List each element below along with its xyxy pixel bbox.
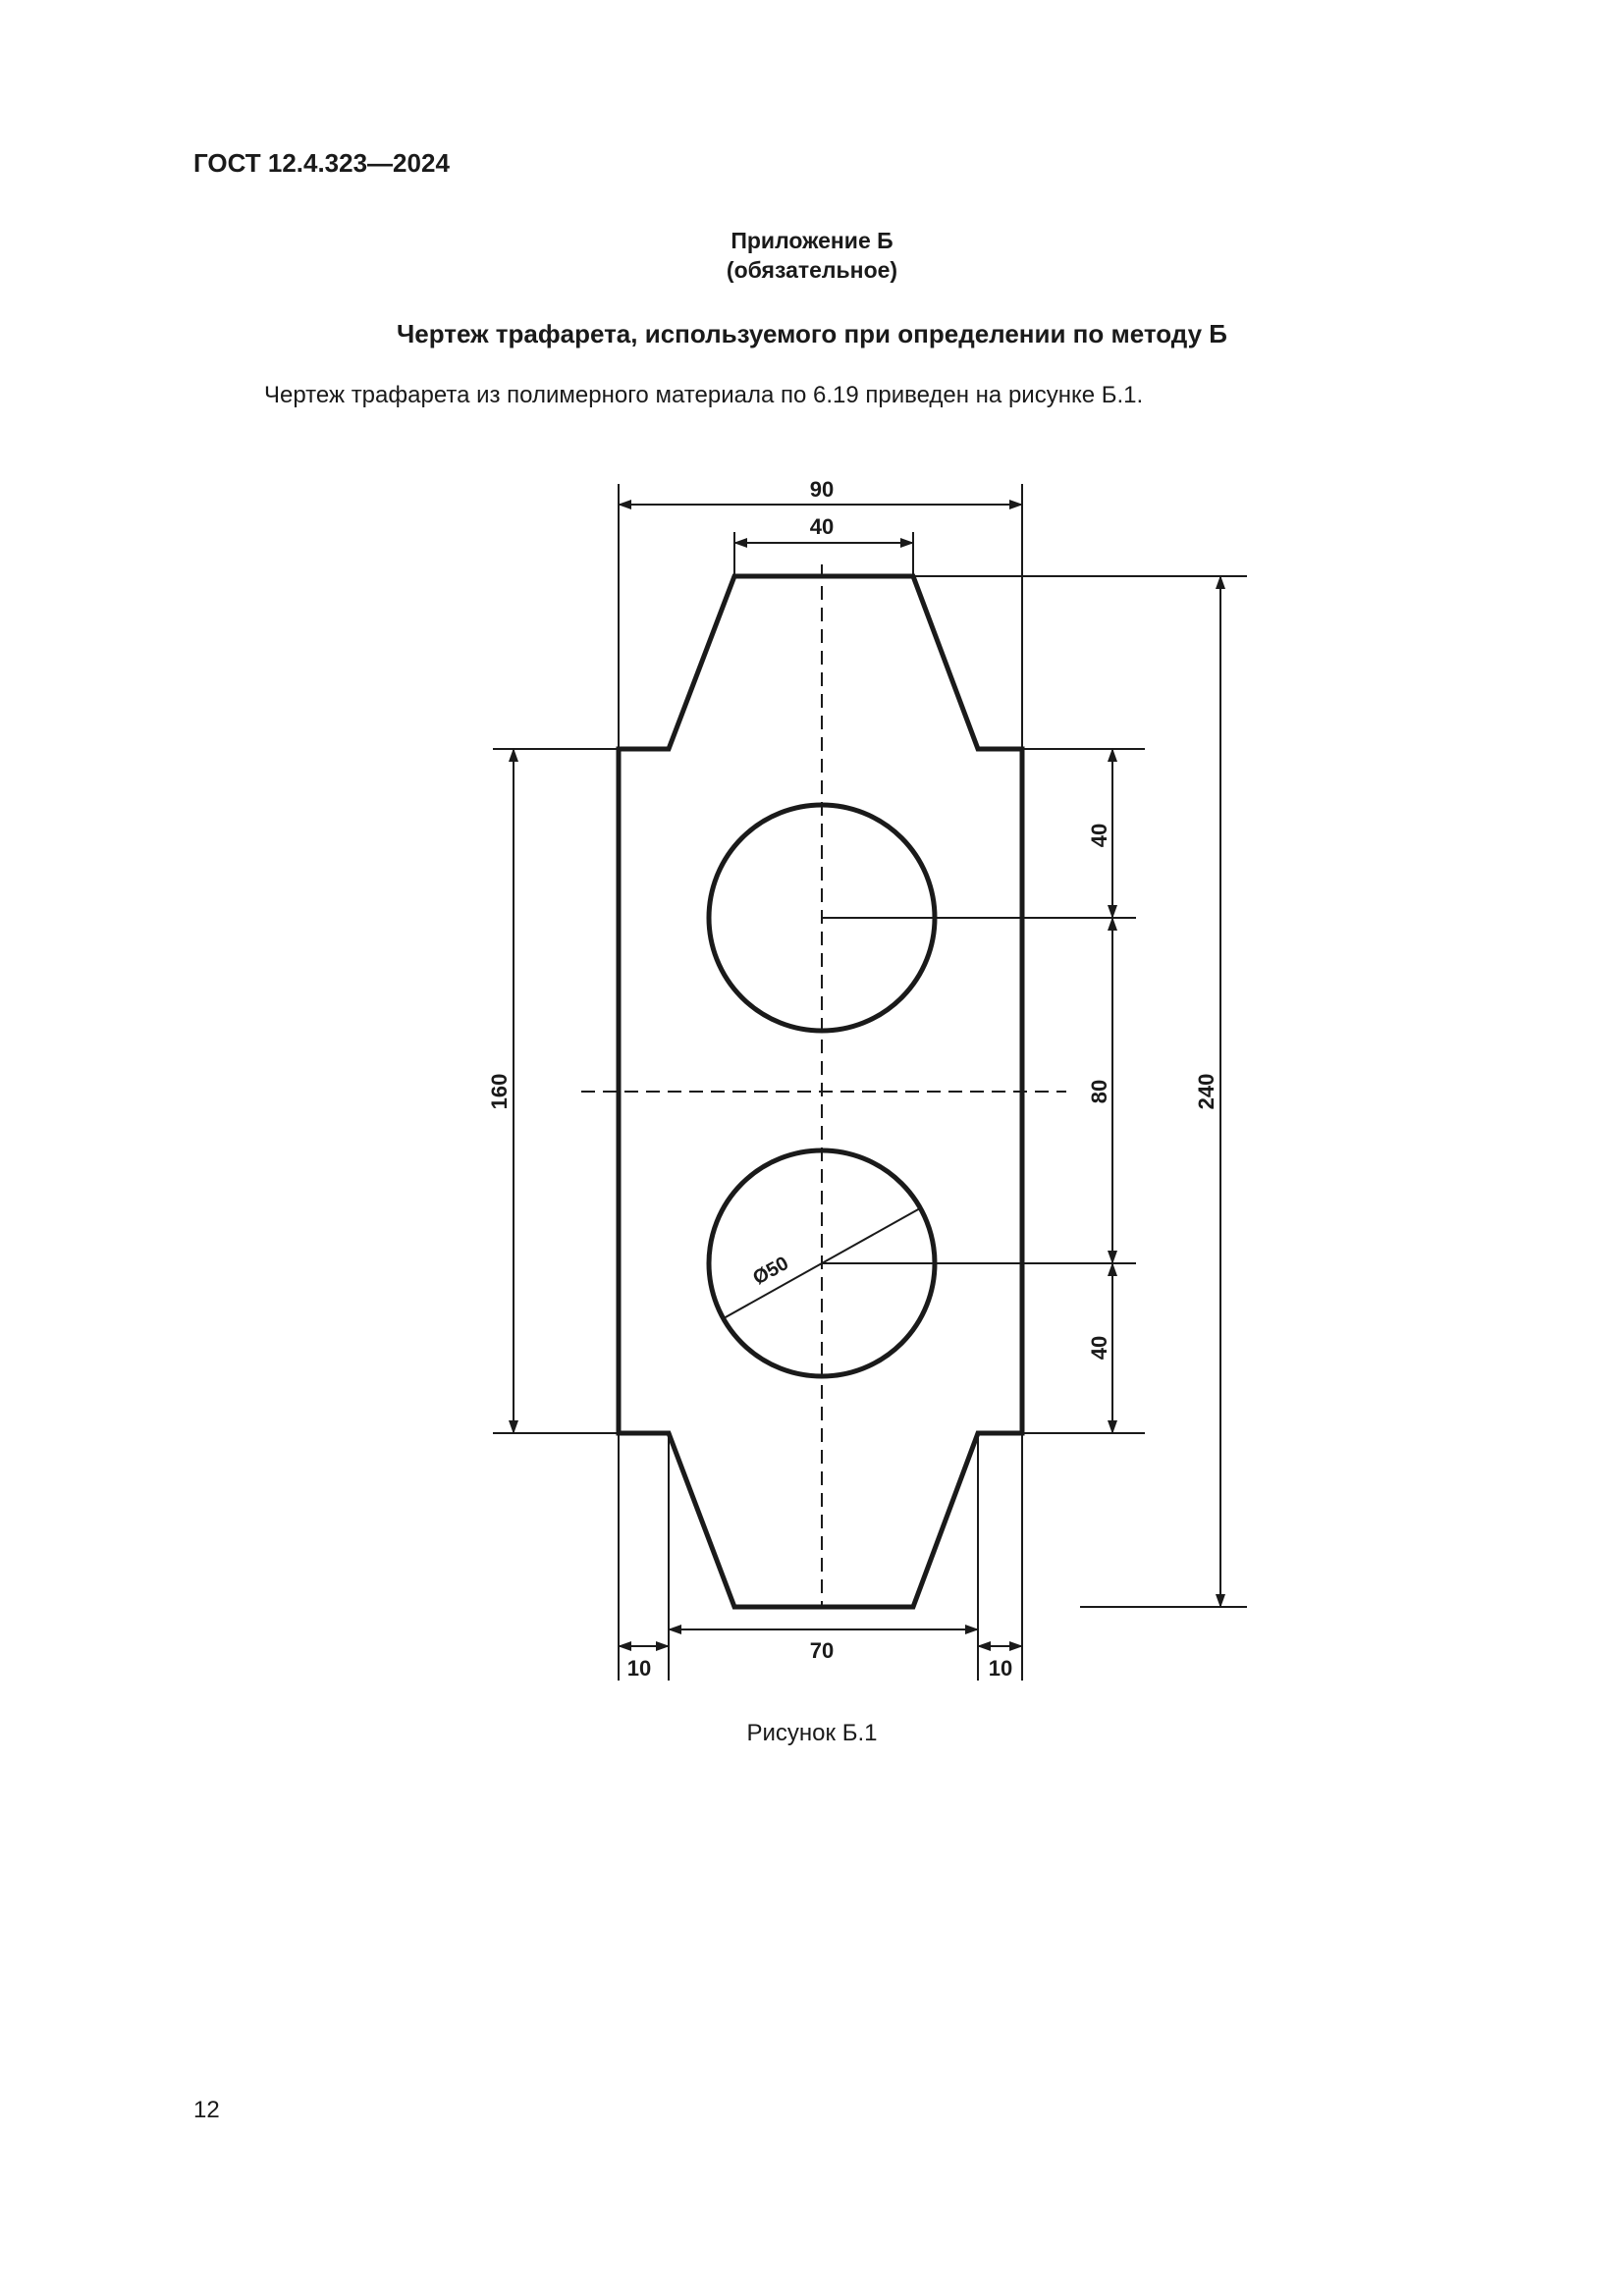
extension-lines	[493, 484, 1247, 1681]
dim-top-to-hole: 40	[1087, 823, 1111, 848]
dim-bottom-width: 70	[809, 1638, 835, 1663]
section-title: Чертеж трафарета, используемого при определении по методу Б	[397, 319, 1227, 348]
dim-hole-diameter: Ø50	[749, 1252, 792, 1290]
dim-top-width: 40	[809, 514, 835, 539]
page-number: 12	[193, 2097, 220, 2123]
dim-left-step: 10	[626, 1656, 652, 1681]
dim-total-height: 240	[1194, 1073, 1218, 1110]
intro-paragraph: Чертеж трафарета из полимерного материала по 6.19 приведен на рисунке Б.1.	[264, 382, 1144, 408]
appendix-status: (обязательное)	[726, 257, 898, 283]
dim-overall-width: 90	[809, 477, 835, 502]
figure-caption: Рисунок Б.1	[746, 1720, 878, 1746]
dim-right-step: 10	[988, 1656, 1013, 1681]
document-header: ГОСТ 12.4.323—2024	[193, 148, 450, 178]
appendix-title: Приложение Б	[731, 228, 893, 253]
dim-body-height: 160	[487, 1073, 512, 1110]
dim-hole-to-bottom: 40	[1087, 1335, 1111, 1361]
dim-hole-spacing: 80	[1087, 1079, 1111, 1104]
